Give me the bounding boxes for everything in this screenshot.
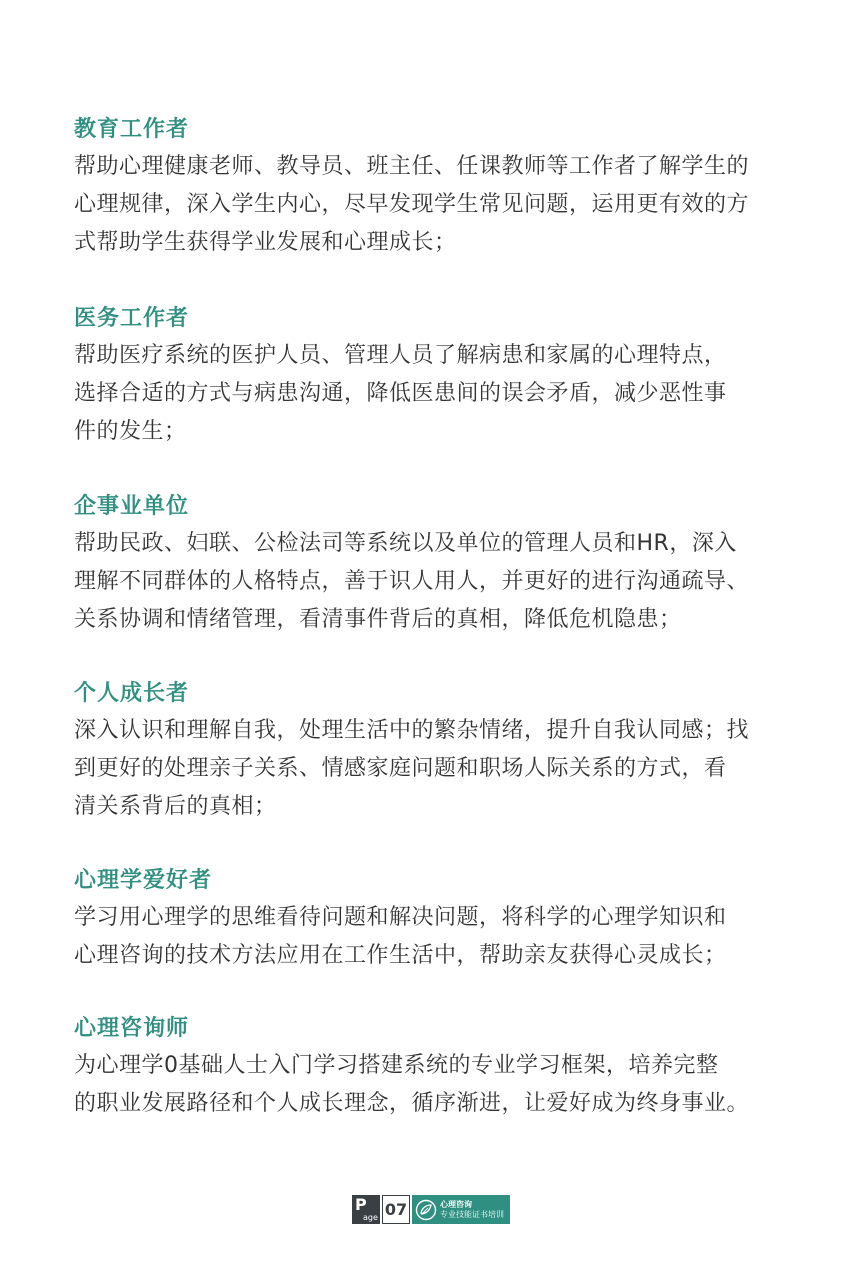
body-line: 选择合适的方式与病患沟通，降低医患间的误会矛盾，减少恶性事 [74, 381, 727, 406]
section-body [74, 148, 794, 262]
brand-line-1: 心理咨询 [440, 1199, 472, 1209]
brand-badge [412, 1195, 510, 1224]
section-title: 心理咨询师 [74, 1016, 190, 1041]
page-label-big: P [355, 1195, 367, 1214]
body-line: 深入认识和理解自我，处理生活中的繁杂情绪，提升自我认同感；找 [74, 718, 750, 743]
section-body [74, 899, 794, 975]
body-line: 帮助心理健康老师、教导员、班主任、任课教师等工作者了解学生的 [74, 154, 750, 179]
page-footer [352, 1195, 510, 1224]
body-line: 到更好的处理亲子关系、情感家庭问题和职场人际关系的方式，看 [74, 756, 727, 781]
page-label [352, 1195, 380, 1224]
body-line: 心理咨询的技术方法应用在工作生活中，帮助亲友获得心灵成长； [74, 943, 727, 968]
page-number: 07 [382, 1195, 410, 1224]
section-body [74, 337, 794, 451]
section-title: 个人成长者 [74, 681, 190, 706]
section-personal-growth [74, 679, 794, 826]
section-body [74, 525, 794, 639]
body-line: 件的发生； [74, 419, 187, 444]
section-body [74, 712, 794, 826]
section-education-workers [74, 115, 794, 262]
body-line: 帮助民政、妇联、公检法司等系统以及单位的管理人员和HR，深入 [74, 531, 737, 556]
section-enterprises [74, 492, 794, 639]
section-title: 心理学爱好者 [74, 868, 213, 893]
section-title: 医务工作者 [74, 306, 190, 331]
body-line: 式帮助学生获得学业发展和心理成长； [74, 230, 457, 255]
section-counselors [74, 1014, 794, 1123]
body-line: 的职业发展路径和个人成长理念，循序渐进，让爱好成为终身事业。 [74, 1091, 750, 1116]
section-body [74, 1047, 794, 1123]
section-psychology-enthusiasts [74, 866, 794, 975]
leaf-circle-icon [415, 1199, 437, 1221]
body-line: 为心理学0基础人士入门学习搭建系统的专业学习框架，培养完整 [74, 1053, 719, 1078]
body-line: 理解不同群体的人格特点，善于识人用人，并更好的进行沟通疏导、 [74, 569, 750, 594]
body-line: 心理规律，深入学生内心，尽早发现学生常见问题，运用更有效的方 [74, 192, 750, 217]
brand-line-2: 专业技能证书培训 [440, 1209, 504, 1219]
section-title: 企事业单位 [74, 494, 190, 519]
page-label-small: age [363, 1213, 378, 1222]
body-line: 清关系背后的真相； [74, 794, 277, 819]
brand-text [440, 1200, 504, 1220]
section-title: 教育工作者 [74, 117, 190, 142]
body-line: 学习用心理学的思维看待问题和解决问题，将科学的心理学知识和 [74, 905, 727, 930]
body-line: 关系协调和情绪管理，看清事件背后的真相，降低危机隐患； [74, 607, 682, 632]
section-medical-workers [74, 304, 794, 451]
body-line: 帮助医疗系统的医护人员、管理人员了解病患和家属的心理特点， [74, 343, 727, 368]
